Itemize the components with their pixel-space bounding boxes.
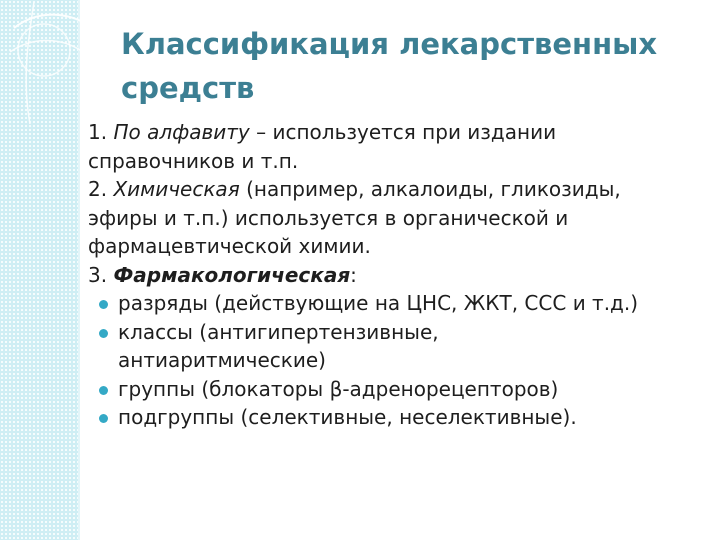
list-item-pharmacological xyxy=(88,261,708,290)
bullet-item xyxy=(88,375,708,404)
item-line xyxy=(88,261,708,290)
item-text: (например, алкалоиды, гликозиды, xyxy=(239,177,621,201)
bullet-text: классы (антигипертензивные, xyxy=(118,319,439,344)
bullet-item xyxy=(88,318,708,347)
bullet-text: разряды (действующие на ЦНС, ЖКТ, ССС и т.д.) xyxy=(118,291,639,315)
item-number: 3. xyxy=(88,262,114,287)
bullet-text: группы (блокаторы β-адренорецепторов) xyxy=(118,376,559,401)
list-item-alphabetical xyxy=(88,118,708,175)
list-item-chemical xyxy=(88,175,708,261)
bullet-dot-icon xyxy=(99,414,108,423)
swirl-decoration xyxy=(0,0,120,130)
item-text: : xyxy=(350,262,357,287)
bullet-dot-icon xyxy=(99,329,108,338)
bullet-item xyxy=(88,403,708,432)
item-text: – используется при издании xyxy=(249,120,557,144)
slide-body xyxy=(88,118,708,432)
bullet-dot-icon xyxy=(99,386,108,395)
bullet-text: подгруппы (селективные, неселективные). xyxy=(118,405,577,429)
item-line xyxy=(88,118,708,147)
item-text-continuation: фармацевтической химии. xyxy=(88,234,371,258)
item-line xyxy=(88,175,708,204)
item-term: Фармакологическая xyxy=(113,262,351,287)
item-number: 1. xyxy=(88,120,114,144)
bullet-item xyxy=(88,289,708,318)
item-text-continuation: эфиры и т.п.) используется в органической и xyxy=(88,205,569,230)
item-term: Химическая xyxy=(113,177,240,201)
item-term: По алфавиту xyxy=(113,120,250,144)
bullet-continuation: антиаритмические) xyxy=(118,348,326,372)
slide-title: Классификация лекарственных средств xyxy=(121,27,658,105)
item-text-continuation: справочников и т.п. xyxy=(88,148,299,173)
item-number: 2. xyxy=(88,177,114,201)
bullet-dot-icon xyxy=(99,300,108,309)
